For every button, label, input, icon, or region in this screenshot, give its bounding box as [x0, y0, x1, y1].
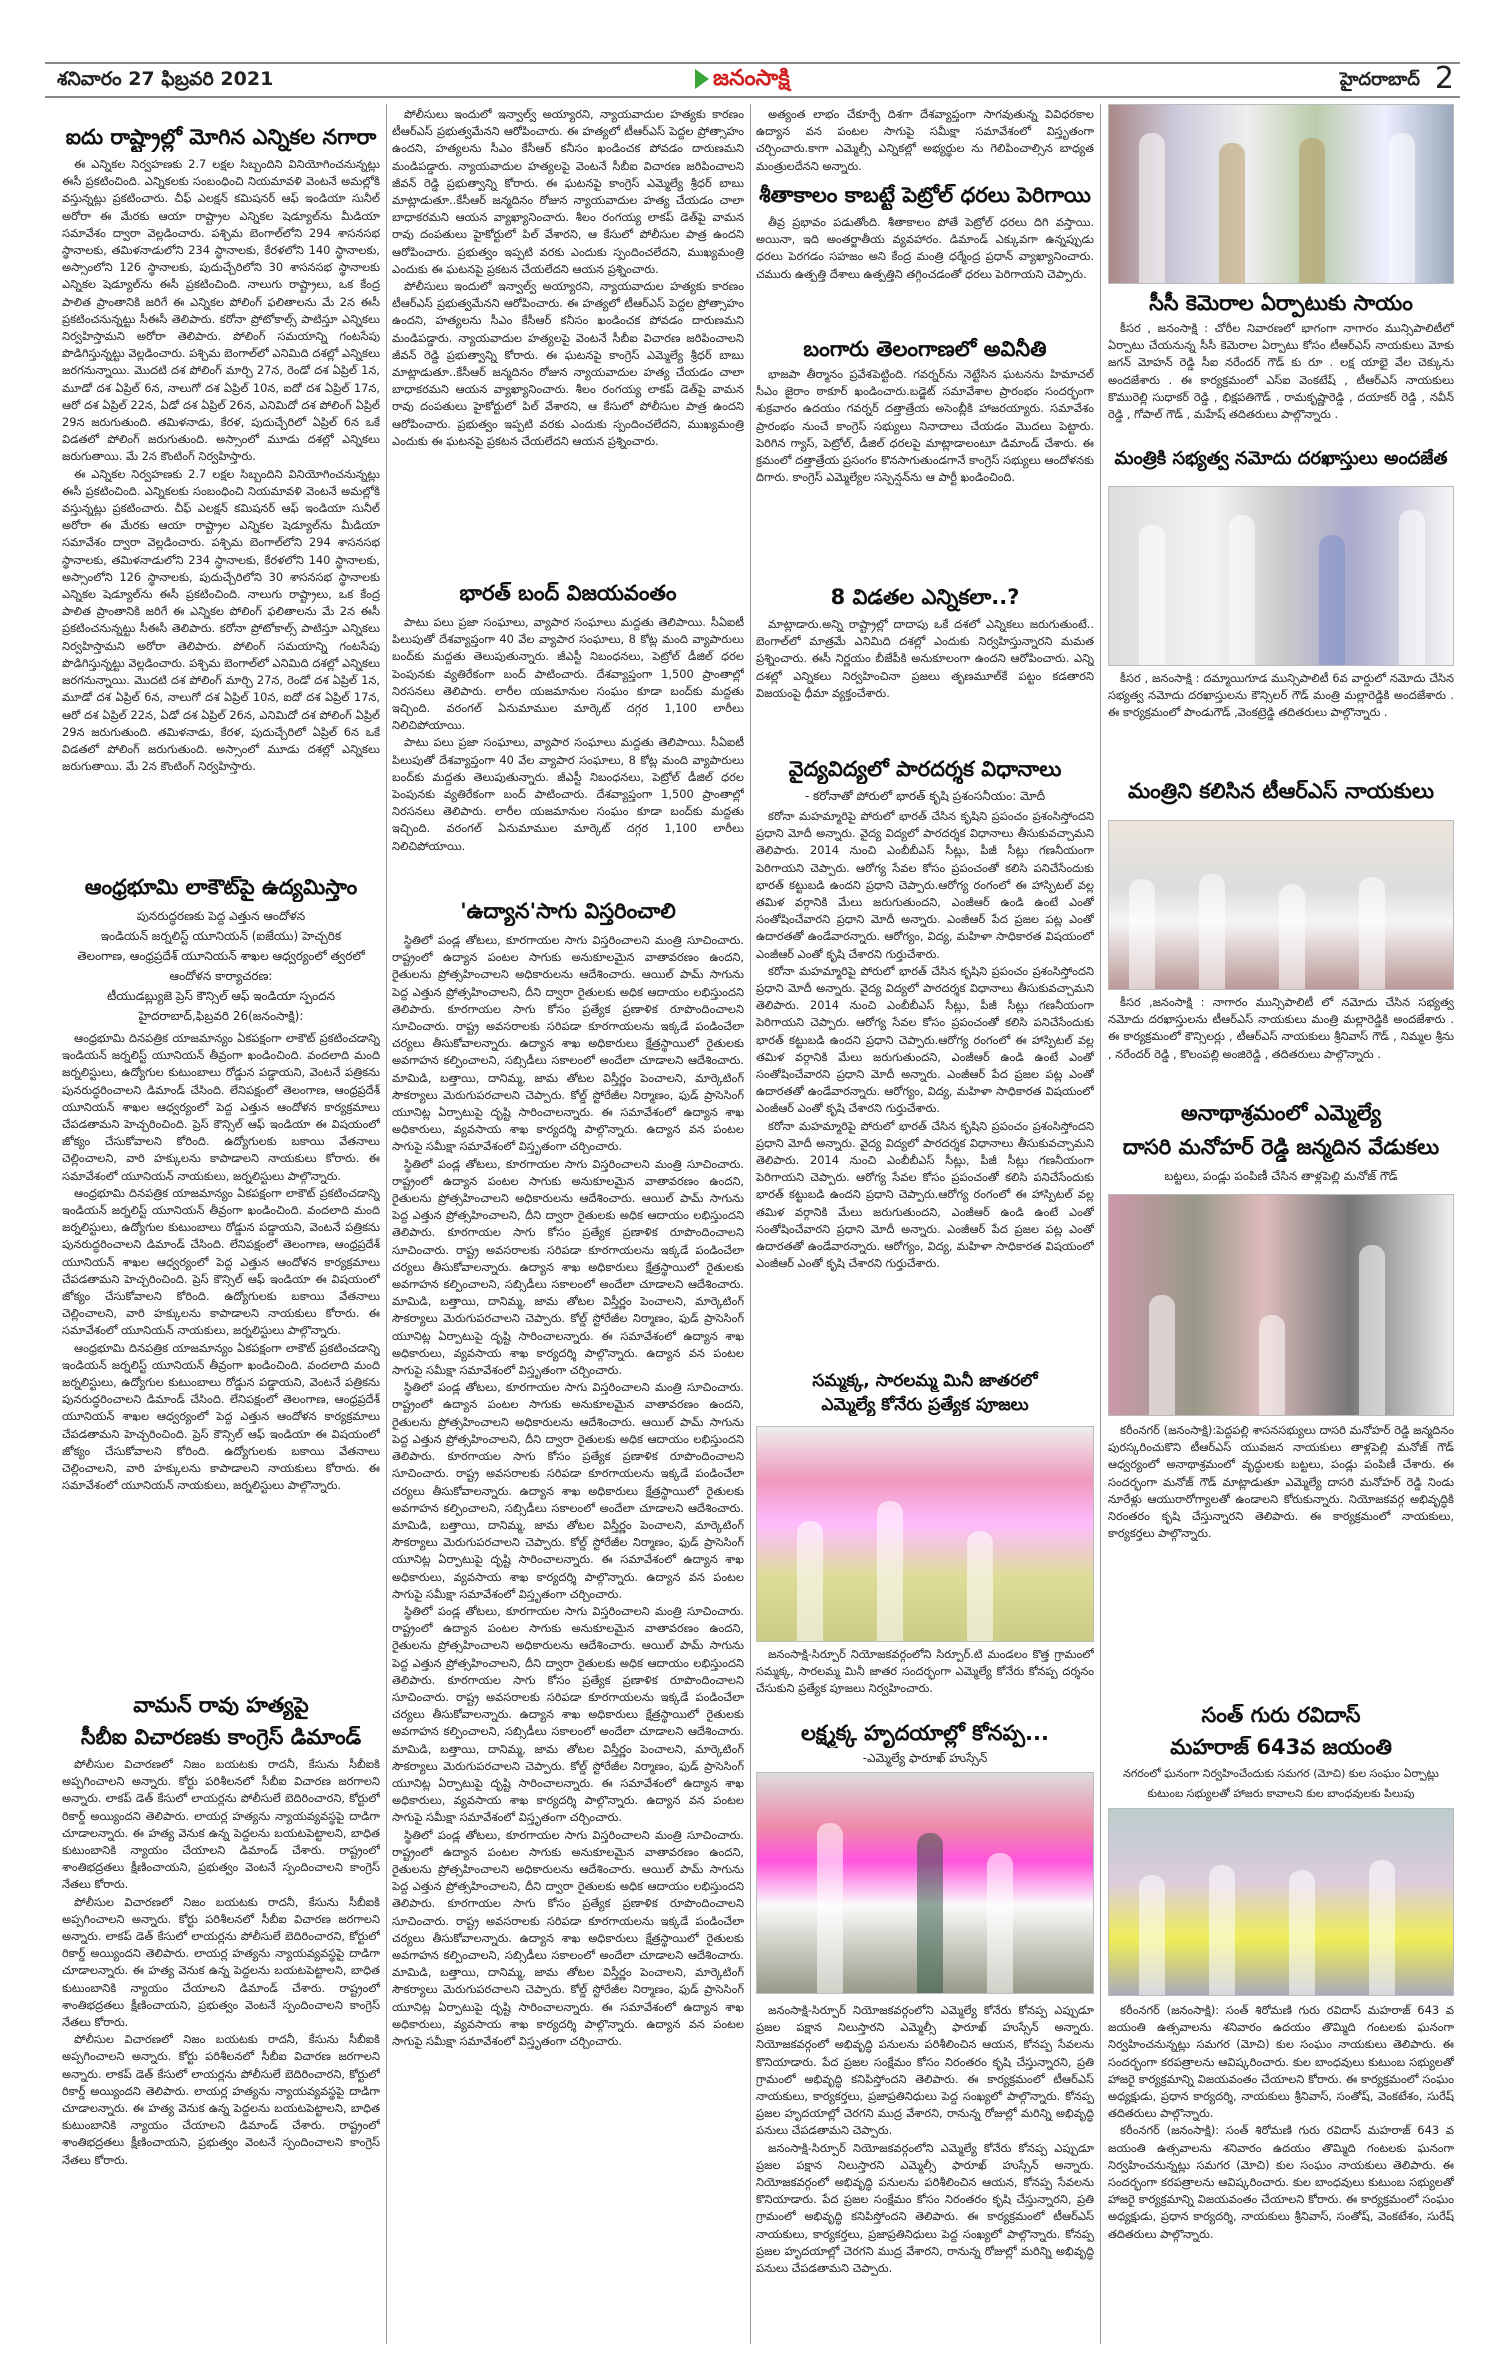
person-figure [1209, 1865, 1235, 1995]
paragraph: కరీంనగర్ (జనంసాక్షి): సంత్ శిరోమణి గురు రవిదాస్ మహరాజ్ 643 వ జయంతి ఉత్సవాలను శనివారం ఉదయం తొమ్మిది గంటలకు ఘనంగా నిర్వహించనున్నట్లు సమగర (మోచి) కుల సంఘం నాయకులు తెలిపారు. ఈ సందర్భంగా కరపత్రాలను ఆవిష్కరించారు. కుల బాంధవులు కుటుంబ సభ్యులతో హాజరై కార్యక్రమాన్ని విజయవంతం చేయాలని కోరారు. ఈ కార్యక్రమంలో సంఘం అధ్యక్షుడు, ప్రధాన కార్యదర్శి, నాయకులు శ్రీనివాస్, సంతోష్, వెంకటేశం, సురేష్ తదితరులు పాల్గొన్నారు. [1108, 2003, 1454, 2121]
person-figure [1399, 510, 1425, 665]
headline-cbi-demand: సీబీఐ విచారణకు కాంగ్రెస్ డిమాండ్ [80, 1725, 362, 1749]
headline-ravidas: సంత్ గురు రవిదాస్ [1201, 1703, 1361, 1727]
person-figure [1319, 535, 1345, 665]
article-body [756, 2002, 1094, 2344]
person-figure [1199, 874, 1225, 989]
dateline: హైదరాబాద్,ఫిబ్రవరి 26(జనంసాక్షి): [138, 1009, 304, 1023]
person-figure [1139, 1875, 1165, 1995]
headline-corruption: బంగారు తెలంగాణలో అవినీతి [803, 337, 1047, 361]
person-figure [817, 1823, 843, 1993]
article-body [392, 932, 744, 2344]
subheadline: కుటుంబ సభ్యులతో హాజరు కావాలని కుల బాంధవులకు పిలుపు [1147, 1787, 1415, 1800]
article-body [756, 214, 1094, 334]
paragraph: పాటు పలు ప్రజా సంఘాలు, వ్యాపార సంఘాలు మద్దతు తెలిపాయి. సీఏఐటీ పిలుపుతో దేశవ్యాప్తంగా 40 వేల వ్యాపార సంఘాలు, 8 కోట్ల మంది వ్యాపారులు బంద్‌కు మద్దతు తెలుపుతున్నారు. జీఎస్టీ నిబంధనలు, పెట్రోల్ డీజిల్ ధరల పెంపునకు వ్యతిరేకంగా బంద్ పాటించారు. దేశవ్యాప్తంగా 1,500 ప్రాంతాల్లో నిరసనలు తెలిపారు. లారీల యజమానుల సంఘం కూడా బంద్‌కు మద్దతు ఇచ్చింది. వరంగల్ ఏనుమాముల మార్కెట్ దగ్గర 1,100 లారీలు నిలిచిపోయాయి. [392, 735, 744, 853]
page-number: 2 [1434, 61, 1454, 96]
headline-orphanage: అనాథాశ్రమంలో ఎమ్మెల్యే [1180, 1101, 1382, 1125]
article-body [756, 366, 1094, 578]
paragraph: పోలీసులు ఇందులో ఇన్వాల్వ్ అయ్యారని, న్యాయవాదుల హత్యకు కారణం టీఆర్ఎస్ ప్రభుత్వమేనని ఆరోపించారు. ఈ హత్యలో టీఆర్ఎస్ పెద్దల ప్రోత్సాహం ఉందని, హత్యలను సీఎం కేసీఆర్ కనీసం ఖండించక పోవడం దారుణమని మండిపడ్డారు. న్యాయవాదుల హత్యలపై వెంటనే సీబీఐ విచారణ జరిపించాలని జీవన్ రెడ్డి ప్రభుత్వాన్ని కోరారు. ఈ ఘటనపై కాంగ్రెస్ ఎమ్మెల్యే శ్రీధర్ బాబు మాట్లాడుతూ..కేసీఆర్ జన్మదినం రోజున న్యాయవాదుల హత్య చేయడం చాలా బాధాకరమని ఆయన వ్యాఖ్యానించారు. శీలం రంగయ్య లాకప్ డెత్‌పై వామన రావు దంపతులు హైకోర్టులో పిల్ వేశారని, ఆ కేసులో పోలీసుల పాత్ర ఉందని ఆరోపించారు. ప్రభుత్వం ఇప్పటి వరకు ఎందుకు స్పందించలేదని, ముఖ్యమంత్రి ఎందుకు ఈ ఘటనపై ప్రకటన చేయలేదని ఆయన ప్రశ్నించారు. [392, 279, 744, 448]
paragraph: జనంసాక్షి-సిర్పూర్ నియోజకవర్గంలోని ఎమ్మెల్యే కోనేరు కోనప్ప ఎప్పుడూ ప్రజల పక్షాన నిలుస్తారని ఎమ్మెల్సీ ఫారూఖ్ హుస్సేన్ అన్నారు. నియోజకవర్గంలో అభివృద్ధి పనులను పరిశీలించిన ఆయన, కోనప్ప సేవలను కొనియాడారు. పేద ప్రజల సంక్షేమం కోసం నిరంతరం కృషి చేస్తున్నారని, ప్రతి గ్రామంలో అభివృద్ధి కనిపిస్తోందని తెలిపారు. ఈ కార్యక్రమంలో టీఆర్ఎస్ నాయకులు, కార్యకర్తలు, ప్రజాప్రతినిధులు పెద్ద సంఖ్యలో పాల్గొన్నారు. కోనప్ప ప్రజల హృదయాల్లో చెరగని ముద్ర వేశారని, రానున్న రోజుల్లో మరిన్ని అభివృద్ధి పనులు చేపడతామని చెప్పారు. [756, 2140, 1094, 2276]
paragraph: కరోనా మహమ్మారిపై పోరులో భారత్ చేసిన కృషిని ప్రపంచం ప్రశంసిస్తోందని ప్రధాని మోదీ అన్నారు. వైద్య విద్యలో పారదర్శక విధానాలు తీసుకువచ్చామని తెలిపారు. 2014 నుంచి ఎంబీబీఎస్ సీట్లు, పీజీ సీట్లు గణనీయంగా పెరిగాయని చెప్పారు. ఆరోగ్య సేవల కోసం ప్రపంచంతో కలిసి పనిచేసేందుకు భారత్ కట్టుబడి ఉందని ప్రధాని చెప్పారు.ఆరోగ్య రంగంలో ఈ హాస్పిటల్ వల్ల తమిళ వర్గానికి మేలు జరుగుతుందని, ఎంజీఆర్ ఉండి ఉంటే ఎంతో సంతోషించేవారని ప్రధాని మోదీ అన్నారు. ఎంజీఆర్ పేద ప్రజల పట్ల ఎంతో ఉదారతతో ఉండేవారన్నారు. ఆరోగ్యం, విద్య, మహిళా సాధికారత విషయంలో ఎంజీఆర్ ఎంతో కృషి చేశారని గుర్తుచేశారు. [756, 1118, 1094, 1271]
news-photo-orphanage [1108, 1194, 1454, 1416]
headline-konappa: లక్ష్మక్క హృదయాల్లో కోనప్ప... [801, 1721, 1049, 1745]
article-body [62, 156, 380, 866]
article-body [1108, 1422, 1454, 1684]
column-divider [1100, 104, 1101, 2344]
person-figure [1219, 143, 1245, 283]
news-photo-trs-leaders [1108, 820, 1454, 990]
subheadline: బట్టలు, పండ్లు పంపిణీ చేసిన తాళ్లపెల్లి మనోజ్ గౌడ్ [1164, 1169, 1398, 1183]
paragraph: పోలీసుల విచారణలో నిజం బయటకు రాదనీ, కేసును సీబీఐకి అప్పగించాలని అన్నారు. కోర్టు పరిశీలనలో సీబీఐ విచారణ జరగాలని అన్నారు. లాకప్ డెత్ కేసులో లాయర్లను పోలీసులే బెదిరించారని, కోర్టులో రికార్డ్ అయ్యిందని తెలిపారు. లాయర్ల హత్యను న్యాయవ్యవస్థపై దాడిగా చూడాలన్నారు. ఈ హత్య వెనుక ఉన్న పెద్దలను బయటపెట్టాలని, బాధిత కుటుంబానికి న్యాయం చేయాలని డిమాండ్ చేశారు. రాష్ట్రంలో శాంతిభద్రతలు క్షీణించాయని, ప్రభుత్వం వెంటనే స్పందించాలని కాంగ్రెస్ నేతలు కోరారు. [62, 1757, 380, 1892]
paragraph: కరీంనగర్ (జనంసాక్షి): సంత్ శిరోమణి గురు రవిదాస్ మహరాజ్ 643 వ జయంతి ఉత్సవాలను శనివారం ఉదయం తొమ్మిది గంటలకు ఘనంగా నిర్వహించనున్నట్లు సమగర (మోచి) కుల సంఘం నాయకులు తెలిపారు. ఈ సందర్భంగా కరపత్రాలను ఆవిష్కరించారు. కుల బాంధవులు కుటుంబ సభ్యులతో హాజరై కార్యక్రమాన్ని విజయవంతం చేయాలని కోరారు. ఈ కార్యక్రమంలో సంఘం అధ్యక్షుడు, ప్రధాన కార్యదర్శి, నాయకులు శ్రీనివాస్, సంతోష్, వెంకటేశం, సురేష్ తదితరులు పాల్గొన్నారు. [1108, 2123, 1454, 2241]
news-photo-membership [1108, 486, 1454, 666]
person-figure [1229, 515, 1255, 665]
person-figure [797, 1521, 823, 1641]
person-figure [1129, 879, 1155, 989]
paragraph: జనంసాక్షి-సిర్పూర్ నియోజకవర్గంలోని ఎమ్మెల్యే కోనేరు కోనప్ప ఎప్పుడూ ప్రజల పక్షాన నిలుస్తారని ఎమ్మెల్సీ ఫారూఖ్ హుస్సేన్ అన్నారు. నియోజకవర్గంలో అభివృద్ధి పనులను పరిశీలించిన ఆయన, కోనప్ప సేవలను కొనియాడారు. పేద ప్రజల సంక్షేమం కోసం నిరంతరం కృషి చేస్తున్నారని, ప్రతి గ్రామంలో అభివృద్ధి కనిపిస్తోందని తెలిపారు. ఈ కార్యక్రమంలో టీఆర్ఎస్ నాయకులు, కార్యకర్తలు, ప్రజాప్రతినిధులు పెద్ద సంఖ్యలో పాల్గొన్నారు. కోనప్ప ప్రజల హృదయాల్లో చెరగని ముద్ర వేశారని, రానున్న రోజుల్లో మరిన్ని అభివృద్ధి పనులు చేపడతామని చెప్పారు. [756, 2003, 1094, 2138]
article-body [756, 106, 1094, 176]
issue-date: శనివారం 27 ఫిబ్రవరి 2021 [57, 68, 274, 90]
person-figure [1259, 1315, 1285, 1415]
person-figure [877, 1501, 903, 1641]
paragraph: కీసర , జనంసాక్షి : చోరీల నివారణలో భాగంగా నాగారం మున్సిపాలిటీలో ఏర్పాటు చేయనున్న సీసీ కెమెరాల ఏర్పాటు కోసం టీఆర్ఎస్ నాయకులు మోకు జగన్ మోహన్ రెడ్డి సీఐ నరేందర్ గౌడ్ కు రూ . లక్ష యాభై వేల చెక్కును అందజేశారు . ఈ కార్యక్రమంలో ఎస్ఐ వెంకటేష్ , టీఆర్ఎస్ నాయకులు కొమురెల్లి సుధాకర్ రెడ్డి , భిక్షపతిగౌడ్ , రామకృష్ణారెడ్డి , దయాకర్ రెడ్డి , నవీన్ రెడ్డి , గోపాల్ గౌడ్ , మహేష్ తదితరులు పాల్గొన్నారు . [1108, 321, 1454, 422]
article-body [62, 1030, 380, 1682]
paragraph: పోలీసుల విచారణలో నిజం బయటకు రాదనీ, కేసును సీబీఐకి అప్పగించాలని అన్నారు. కోర్టు పరిశీలనలో సీబీఐ విచారణ జరగాలని అన్నారు. లాకప్ డెత్ కేసులో లాయర్లను పోలీసులే బెదిరించారని, కోర్టులో రికార్డ్ అయ్యిందని తెలిపారు. లాయర్ల హత్యను న్యాయవ్యవస్థపై దాడిగా చూడాలన్నారు. ఈ హత్య వెనుక ఉన్న పెద్దలను బయటపెట్టాలని, బాధిత కుటుంబానికి న్యాయం చేయాలని డిమాండ్ చేశారు. రాష్ట్రంలో శాంతిభద్రతలు క్షీణించాయని, ప్రభుత్వం వెంటనే స్పందించాలని కాంగ్రెస్ నేతలు కోరారు. [62, 2032, 380, 2167]
column-1 [62, 104, 380, 2344]
subheadline: తెలంగాణ, ఆంధ్రప్రదేశ్ యూనియన్ శాఖల ఆధ్వర్యంలో త్వరలో [77, 949, 365, 963]
person-figure [1369, 1860, 1395, 1995]
paragraph: కీసర , జనంసాక్షి : దమ్మాయిగూడ మున్సిపాలిటీ 6వ వార్డులో నమోదు చేసిన సభ్యత్వ నమోదు దరఖాస్తులను కౌన్సిలర్ గౌడ్ మంత్రి మల్లారెడ్డికి అందజేశారు . ఈ కార్యక్రమంలో పాండుగౌడ్ ,వెంకట్రెడ్డి తదితరులు పాల్గొన్నారు . [1108, 671, 1454, 720]
news-photo-ravidas [1108, 1808, 1454, 1996]
paragraph: ఆంధ్రభూమి దినపత్రిక యాజమాన్యం ఏకపక్షంగా లాకౌట్ ప్రకటించడాన్ని ఇండియన్ జర్నలిస్ట్ యూనియన్ తీవ్రంగా ఖండించింది. వందలాది మంది జర్నలిస్టులు, ఉద్యోగుల కుటుంబాలు రోడ్డున పడ్డాయని, వెంటనే పత్రికను పునరుద్ధరించాలని డిమాండ్ చేసింది. లేనిపక్షంలో తెలంగాణ, ఆంధ్రప్రదేశ్ యూనియన్ శాఖల ఆధ్వర్యంలో పెద్ద ఎత్తున ఆందోళన కార్యక్రమాలు చేపడతామని హెచ్చరించింది. ప్రెస్ కౌన్సిల్ ఆఫ్ ఇండియా ఈ విషయంలో జోక్యం చేసుకోవాలని కోరింది. ఉద్యోగులకు బకాయి వేతనాలు చెల్లించాలని, వారి హక్కులను కాపాడాలని నాయకులు కోరారు. ఈ సమావేశంలో యూనియన్ నాయకులు, జర్నలిస్టులు పాల్గొన్నారు. [62, 1340, 380, 1493]
headline-birthday: దాసరి మనోహర్ రెడ్డి జన్మదిన వేడుకలు [1122, 1135, 1440, 1159]
person-figure [1359, 877, 1385, 989]
subheadline: ఇండియన్ జర్నలిస్ట్ యూనియన్ (ఐజేయు) హెచ్చరిక [100, 929, 342, 943]
news-photo-cctv [1108, 104, 1454, 284]
article-body [1108, 320, 1454, 444]
paragraph: కరోనా మహమ్మారిపై పోరులో భారత్ చేసిన కృషిని ప్రపంచం ప్రశంసిస్తోందని ప్రధాని మోదీ అన్నారు. వైద్య విద్యలో పారదర్శక విధానాలు తీసుకువచ్చామని తెలిపారు. 2014 నుంచి ఎంబీబీఎస్ సీట్లు, పీజీ సీట్లు గణనీయంగా పెరిగాయని చెప్పారు. ఆరోగ్య సేవల కోసం ప్రపంచంతో కలిసి పనిచేసేందుకు భారత్ కట్టుబడి ఉందని ప్రధాని చెప్పారు.ఆరోగ్య రంగంలో ఈ హాస్పిటల్ వల్ల తమిళ వర్గానికి మేలు జరుగుతుందని, ఎంజీఆర్ ఉండి ఉంటే ఎంతో సంతోషించేవారని ప్రధాని మోదీ అన్నారు. ఎంజీఆర్ పేద ప్రజల పట్ల ఎంతో ఉదారతతో ఉండేవారన్నారు. ఆరోగ్యం, విద్య, మహిళా సాధికారత విషయంలో ఎంజీఆర్ ఎంతో కృషి చేశారని గుర్తుచేశారు. [756, 809, 1094, 961]
article-body [756, 808, 1094, 1364]
headline-ravidas-2: మహరాజ్ 643వ జయంతి [1170, 1735, 1392, 1759]
person-figure [967, 1531, 993, 1641]
subheadline: ఆందోళన కార్యాచరణ: [169, 969, 273, 983]
paragraph: స్థితిలో పండ్ల తోటలు, కూరగాయల సాగు విస్తరించాలని మంత్రి సూచించారు. రాష్ట్రంలో ఉద్యాన పంటల సాగుకు అనుకూలమైన వాతావరణం ఉందని, రైతులను ప్రోత్సహించాలని అధికారులను ఆదేశించారు. ఆయిల్ పామ్ సాగును పెద్ద ఎత్తున ప్రోత్సహించాలని, దీని ద్వారా రైతులకు అధిక ఆదాయం లభిస్తుందని తెలిపారు. కూరగాయల సాగు కోసం ప్రత్యేక ప్రణాళిక రూపొందించాలని సూచించారు. రాష్ట్ర అవసరాలకు సరిపడా కూరగాయలను ఇక్కడే పండించేలా చర్యలు తీసుకోవాలన్నారు. ఉద్యాన శాఖ అధికారులు క్షేత్రస్థాయిలో రైతులకు అవగాహన కల్పించాలని, సబ్సిడీలు సకాలంలో అందేలా చూడాలని ఆదేశించారు. మామిడి, బత్తాయి, దానిమ్మ, జామ తోటల విస్తీర్ణం పెంచాలని, మార్కెటింగ్ సౌకర్యాలు మెరుగుపరచాలని చెప్పారు. కోల్డ్ స్టోరేజీల నిర్మాణం, ఫుడ్ ప్రాసెసింగ్ యూనిట్ల ఏర్పాటుపై దృష్టి సారించాలన్నారు. ఈ సమావేశంలో ఉద్యాన శాఖ అధికారులు, వ్యవసాయ శాఖ కార్యదర్శి పాల్గొన్నారు. ఉద్యాన వన పంటల సాగుపై సమీక్షా సమావేశంలో విస్తృతంగా చర్చించారు. [392, 1827, 744, 2048]
logo-triangle-icon [695, 69, 709, 89]
article-body [1108, 2002, 1454, 2344]
paragraph: స్థితిలో పండ్ల తోటలు, కూరగాయల సాగు విస్తరించాలని మంత్రి సూచించారు. రాష్ట్రంలో ఉద్యాన పంటల సాగుకు అనుకూలమైన వాతావరణం ఉందని, రైతులను ప్రోత్సహించాలని అధికారులను ఆదేశించారు. ఆయిల్ పామ్ సాగును పెద్ద ఎత్తున ప్రోత్సహించాలని, దీని ద్వారా రైతులకు అధిక ఆదాయం లభిస్తుందని తెలిపారు. కూరగాయల సాగు కోసం ప్రత్యేక ప్రణాళిక రూపొందించాలని సూచించారు. రాష్ట్ర అవసరాలకు సరిపడా కూరగాయలను ఇక్కడే పండించేలా చర్యలు తీసుకోవాలన్నారు. ఉద్యాన శాఖ అధికారులు క్షేత్రస్థాయిలో రైతులకు అవగాహన కల్పించాలని, సబ్సిడీలు సకాలంలో అందేలా చూడాలని ఆదేశించారు. మామిడి, బత్తాయి, దానిమ్మ, జామ తోటల విస్తీర్ణం పెంచాలని, మార్కెటింగ్ సౌకర్యాలు మెరుగుపరచాలని చెప్పారు. కోల్డ్ స్టోరేజీల నిర్మాణం, ఫుడ్ ప్రాసెసింగ్ యూనిట్ల ఏర్పాటుపై దృష్టి సారించాలన్నారు. ఈ సమావేశంలో ఉద్యాన శాఖ అధికారులు, వ్యవసాయ శాఖ కార్యదర్శి పాల్గొన్నారు. ఉద్యాన వన పంటల సాగుపై సమీక్షా సమావేశంలో విస్తృతంగా చర్చించారు. [392, 1156, 744, 1378]
headline-elections: ఐదు రాష్ట్రాల్లో మోగిన ఎన్నికల నగారా [65, 125, 377, 149]
article-body [392, 614, 744, 890]
paragraph: కీసర ,జనంసాక్షి : నాగారం మున్సిపాలిటీ లో నమోదు చేసిన సభ్యత్వ నమోదు దరఖాస్తులను టీఆర్ఎస్ నాయకులు మంత్రి మల్లారెడ్డికి అందజేశారు . ఈ కార్యక్రమంలో కౌన్సిలర్లు , టీఆర్ఎస్ నాయకులు శ్రీనివాస్ గౌడ్ , నిమ్మల శ్రీను , నరేందర్ రెడ్డి , కొలంపల్లి అంజిరెడ్డి , తదితరులు పాల్గొన్నారు . [1108, 995, 1454, 1061]
person-figure [1139, 525, 1165, 665]
paragraph: పోలీసుల విచారణలో నిజం బయటకు రాదనీ, కేసును సీబీఐకి అప్పగించాలని అన్నారు. కోర్టు పరిశీలనలో సీబీఐ విచారణ జరగాలని అన్నారు. లాకప్ డెత్ కేసులో లాయర్లను పోలీసులే బెదిరించారని, కోర్టులో రికార్డ్ అయ్యిందని తెలిపారు. లాయర్ల హత్యను న్యాయవ్యవస్థపై దాడిగా చూడాలన్నారు. ఈ హత్య వెనుక ఉన్న పెద్దలను బయటపెట్టాలని, బాధిత కుటుంబానికి న్యాయం చేయాలని డిమాండ్ చేశారు. రాష్ట్రంలో శాంతిభద్రతలు క్షీణించాయని, ప్రభుత్వం వెంటనే స్పందించాలని కాంగ్రెస్ నేతలు కోరారు. [62, 1894, 380, 2030]
paragraph: పాటు పలు ప్రజా సంఘాలు, వ్యాపార సంఘాలు మద్దతు తెలిపాయి. సీఏఐటీ పిలుపుతో దేశవ్యాప్తంగా 40 వేల వ్యాపార సంఘాలు, 8 కోట్ల మంది వ్యాపారులు బంద్‌కు మద్దతు తెలుపుతున్నారు. జీఎస్టీ నిబంధనలు, పెట్రోల్ డీజిల్ ధరల పెంపునకు వ్యతిరేకంగా బంద్ పాటించారు. దేశవ్యాప్తంగా 1,500 ప్రాంతాల్లో నిరసనలు తెలిపారు. లారీల యజమానుల సంఘం కూడా బంద్‌కు మద్దతు ఇచ్చింది. వరంగల్ ఏనుమాముల మార్కెట్ దగ్గర 1,100 లారీలు నిలిచిపోయాయి. [392, 615, 744, 733]
caption-text: జనంసాక్షి-సిర్పూర్ నియోజకవర్గంలోని సిర్పూర్.టి మండలం కొత్త గ్రామంలో సమ్మక్క, సారలమ్మ మినీ జాతర సందర్భంగా ఎమ్మెల్యే కోనేరు కోనప్ప దర్శనం చేసుకుని ప్రత్యేక పూజలు నిర్వహించారు. [756, 1647, 1094, 1696]
article-body [392, 106, 744, 568]
paragraph: ఈ ఎన్నికల నిర్వహణకు 2.7 లక్షల సిబ్బందిని వినియోగించనున్నట్లు ఈసీ ప్రకటించింది. ఎన్నికలకు సంబంధించి నియమావళి వెంటనే అమల్లోకి వస్తున్నట్లు ప్రకటించారు. చీఫ్ ఎలక్షన్ కమిషనర్ ఆఫ్ ఇండియా సునీల్ అరోరా ఈ మేరకు ఆయా రాష్ట్రాల ఎన్నికల షెడ్యూల్‌ను మీడియా సమావేశం ద్వారా వెల్లడించారు. పశ్చిమ బెంగాల్‌లోని 294 శాసనసభ స్థానాలకు, తమిళనాడులోని 234 స్థానాలకు, కేరళలోని 140 స్థానాలకు, అస్సాంలోని 126 స్థానాలకు, పుదుచ్చేరిలోని 30 శాసనసభ స్థానాలకు ఎన్నికల షెడ్యూల్‌ను ఈసీ ప్రకటించింది. నాలుగు రాష్ట్రాలు, ఒక కేంద్ర పాలిత ప్రాంతానికి జరిగే ఈ ఎన్నికల పోలింగ్ ఫలితాలను మే 2న ఈసీ ప్రకటించనున్నట్టు సీఈసీ తెలిపారు. కరోనా ప్రోటోకాల్స్ పాటిస్తూ ఎన్నికలు నిర్వహిస్తామని అరోరా తెలిపారు. పోలింగ్ సమయాన్ని గంటసేపు పొడిగిస్తున్నట్టు వెల్లడించారు. పశ్చిమ బెంగాల్‌లో ఎనిమిది దశల్లో ఎన్నికలు జరగనున్నాయి. మొదటి దశ పోలింగ్ మార్చి 27న, రెండో దశ ఏప్రిల్ 1న, మూడో దశ ఏప్రిల్ 6న, నాలుగో దశ ఏప్రిల్ 10న, ఐదో దశ ఏప్రిల్ 17న, ఆరో దశ ఏప్రిల్ 22న, ఏడో దశ ఏప్రిల్ 26న, ఎనిమిదో దశ పోలింగ్ ఏప్రిల్ 29న జరుగుతుంది. తమిళనాడు, కేరళ, పుదుచ్చేరిలో ఏప్రిల్ 6న ఒకే విడతలో పోలింగ్ జరుగుతుంది. అస్సాంలో మూడు దశల్లో ఎన్నికలు జరుగుతాయి. మే 2న కౌంటింగ్ నిర్వహిస్తారు. [62, 157, 380, 464]
paragraph: స్థితిలో పండ్ల తోటలు, కూరగాయల సాగు విస్తరించాలని మంత్రి సూచించారు. రాష్ట్రంలో ఉద్యాన పంటల సాగుకు అనుకూలమైన వాతావరణం ఉందని, రైతులను ప్రోత్సహించాలని అధికారులను ఆదేశించారు. ఆయిల్ పామ్ సాగును పెద్ద ఎత్తున ప్రోత్సహించాలని, దీని ద్వారా రైతులకు అధిక ఆదాయం లభిస్తుందని తెలిపారు. కూరగాయల సాగు కోసం ప్రత్యేక ప్రణాళిక రూపొందించాలని సూచించారు. రాష్ట్ర అవసరాలకు సరిపడా కూరగాయలను ఇక్కడే పండించేలా చర్యలు తీసుకోవాలన్నారు. ఉద్యాన శాఖ అధికారులు క్షేత్రస్థాయిలో రైతులకు అవగాహన కల్పించాలని, సబ్సిడీలు సకాలంలో అందేలా చూడాలని ఆదేశించారు. మామిడి, బత్తాయి, దానిమ్మ, జామ తోటల విస్తీర్ణం పెంచాలని, మార్కెటింగ్ సౌకర్యాలు మెరుగుపరచాలని చెప్పారు. కోల్డ్ స్టోరేజీల నిర్మాణం, ఫుడ్ ప్రాసెసింగ్ యూనిట్ల ఏర్పాటుపై దృష్టి సారించాలన్నారు. ఈ సమావేశంలో ఉద్యాన శాఖ అధికారులు, వ్యవసాయ శాఖ కార్యదర్శి పాల్గొన్నారు. ఉద్యాన వన పంటల సాగుపై సమీక్షా సమావేశంలో విస్తృతంగా చర్చించారు. [392, 1380, 744, 1601]
person-figure [987, 1853, 1013, 1993]
headline-medical-education: వైద్యవిద్యలో పారదర్శక విధానాలు [788, 757, 1062, 781]
person-figure [1359, 1245, 1385, 1415]
headline-cctv: సీసీ కెమెరాల ఏర్పాటుకు సాయం [1149, 291, 1413, 315]
article-body [756, 616, 1094, 752]
logo-text: జనంసాక్షి [713, 66, 790, 91]
paragraph: ఆంధ్రభూమి దినపత్రిక యాజమాన్యం ఏకపక్షంగా లాకౌట్ ప్రకటించడాన్ని ఇండియన్ జర్నలిస్ట్ యూనియన్ తీవ్రంగా ఖండించింది. వందలాది మంది జర్నలిస్టులు, ఉద్యోగుల కుటుంబాలు రోడ్డున పడ్డాయని, వెంటనే పత్రికను పునరుద్ధరించాలని డిమాండ్ చేసింది. లేనిపక్షంలో తెలంగాణ, ఆంధ్రప్రదేశ్ యూనియన్ శాఖల ఆధ్వర్యంలో పెద్ద ఎత్తున ఆందోళన కార్యక్రమాలు చేపడతామని హెచ్చరించింది. ప్రెస్ కౌన్సిల్ ఆఫ్ ఇండియా ఈ విషయంలో జోక్యం చేసుకోవాలని కోరింది. ఉద్యోగులకు బకాయి వేతనాలు చెల్లించాలని, వారి హక్కులను కాపాడాలని నాయకులు కోరారు. ఈ సమావేశంలో యూనియన్ నాయకులు, జర్నలిస్టులు పాల్గొన్నారు. [62, 1185, 380, 1338]
headline-sammakka: సమ్మక్క, సారలమ్మ మినీ జాతరలో [812, 1371, 1038, 1391]
person-figure [1149, 1295, 1175, 1415]
headline-membership: మంత్రికి సభ్యత్వ నమోదు దరఖాస్తులు అందజేత [1114, 448, 1448, 469]
headline-andhrabhoomi: ఆంధ్రభూమి లాకౌట్‌పై ఉద్యమిస్తాం [84, 875, 358, 899]
photo-caption [756, 1646, 1094, 1716]
paragraph: ఆంధ్రభూమి దినపత్రిక యాజమాన్యం ఏకపక్షంగా లాకౌట్ ప్రకటించడాన్ని ఇండియన్ జర్నలిస్ట్ యూనియన్ తీవ్రంగా ఖండించింది. వందలాది మంది జర్నలిస్టులు, ఉద్యోగుల కుటుంబాలు రోడ్డున పడ్డాయని, వెంటనే పత్రికను పునరుద్ధరించాలని డిమాండ్ చేసింది. లేనిపక్షంలో తెలంగాణ, ఆంధ్రప్రదేశ్ యూనియన్ శాఖల ఆధ్వర్యంలో పెద్ద ఎత్తున ఆందోళన కార్యక్రమాలు చేపడతామని హెచ్చరించింది. ప్రెస్ కౌన్సిల్ ఆఫ్ ఇండియా ఈ విషయంలో జోక్యం చేసుకోవాలని కోరింది. ఉద్యోగులకు బకాయి వేతనాలు చెల్లించాలని, వారి హక్కులను కాపాడాలని నాయకులు కోరారు. ఈ సమావేశంలో యూనియన్ నాయకులు, జర్నలిస్టులు పాల్గొన్నారు. [62, 1031, 380, 1183]
paragraph: అత్యంత లాభం చేకూర్చే దిశగా దేశవ్యాప్తంగా సాగవుతున్న వివిధరకాల ఉద్యాన వన పంటల సాగుపై సమీక్షా సమావేశంలో విస్తృతంగా చర్చించారు.కాగా ఎమ్మెల్సీ ఎన్నికల్లో అభ్యర్థుల ను గెలిపించాల్సిన బాధ్యత మంత్రులదేనని అన్నారు. [756, 107, 1094, 173]
column-3 [756, 104, 1094, 2344]
paragraph: కరోనా మహమ్మారిపై పోరులో భారత్ చేసిన కృషిని ప్రపంచం ప్రశంసిస్తోందని ప్రధాని మోదీ అన్నారు. వైద్య విద్యలో పారదర్శక విధానాలు తీసుకువచ్చామని తెలిపారు. 2014 నుంచి ఎంబీబీఎస్ సీట్లు, పీజీ సీట్లు గణనీయంగా పెరిగాయని చెప్పారు. ఆరోగ్య సేవల కోసం ప్రపంచంతో కలిసి పనిచేసేందుకు భారత్ కట్టుబడి ఉందని ప్రధాని చెప్పారు.ఆరోగ్య రంగంలో ఈ హాస్పిటల్ వల్ల తమిళ వర్గానికి మేలు జరుగుతుందని, ఎంజీఆర్ ఉండి ఉంటే ఎంతో సంతోషించేవారని ప్రధాని మోదీ అన్నారు. ఎంజీఆర్ పేద ప్రజల పట్ల ఎంతో ఉదారతతో ఉండేవారన్నారు. ఆరోగ్యం, విద్య, మహిళా సాధికారత విషయంలో ఎంజీఆర్ ఎంతో కృషి చేశారని గుర్తుచేశారు. [756, 963, 1094, 1116]
headline-vamanrao: వామన్ రావు హత్యపై [133, 1693, 309, 1717]
headline-bharat-bandh: భారత్ బంద్ విజయవంతం [459, 581, 677, 605]
headline-petrol-prices: శీతాకాలం కాబట్టే పెట్రోల్ ధరలు పెరిగాయి [759, 183, 1091, 207]
column-2 [392, 104, 744, 2344]
person-figure [917, 1833, 943, 1993]
news-photo-jatara [756, 1426, 1094, 1642]
person-figure [1389, 133, 1415, 283]
subheadline: టీయుడబ్ల్యుజె ప్రెస్ కౌన్సిల్ ఆఫ్ ఇండియా స్పందన [106, 989, 336, 1003]
paragraph: మాట్లాడారు.అన్ని రాష్ట్రాల్లో దాదాపు ఒకే దశలో ఎన్నికలు జరుగుతుంటే.. బెంగాల్‌లో మాత్రమే ఎనిమిది దశల్లో ఎందుకు నిర్వహిస్తున్నారని మమత ప్రశ్నించారు. ఈసీ నిర్ణయం బీజేపీకి అనుకూలంగా ఉందని ఆరోపించారు. ఎన్ని దశల్లో ఎన్నికలు నిర్వహించినా ప్రజలు తృణమూల్‌కే పట్టం కడతారని విజయంపై ధీమా వ్యక్తంచేశారు. [756, 617, 1094, 700]
subheadline: పునరుద్ధరణకు పెద్ద ఎత్తున ఆందోళన [136, 909, 306, 923]
headline-8-phases: 8 విడతల ఎన్నికలా..? [830, 585, 1020, 609]
paragraph: స్థితిలో పండ్ల తోటలు, కూరగాయల సాగు విస్తరించాలని మంత్రి సూచించారు. రాష్ట్రంలో ఉద్యాన పంటల సాగుకు అనుకూలమైన వాతావరణం ఉందని, రైతులను ప్రోత్సహించాలని అధికారులను ఆదేశించారు. ఆయిల్ పామ్ సాగును పెద్ద ఎత్తున ప్రోత్సహించాలని, దీని ద్వారా రైతులకు అధిక ఆదాయం లభిస్తుందని తెలిపారు. కూరగాయల సాగు కోసం ప్రత్యేక ప్రణాళిక రూపొందించాలని సూచించారు. రాష్ట్ర అవసరాలకు సరిపడా కూరగాయలను ఇక్కడే పండించేలా చర్యలు తీసుకోవాలన్నారు. ఉద్యాన శాఖ అధికారులు క్షేత్రస్థాయిలో రైతులకు అవగాహన కల్పించాలని, సబ్సిడీలు సకాలంలో అందేలా చూడాలని ఆదేశించారు. మామిడి, బత్తాయి, దానిమ్మ, జామ తోటల విస్తీర్ణం పెంచాలని, మార్కెటింగ్ సౌకర్యాలు మెరుగుపరచాలని చెప్పారు. కోల్డ్ స్టోరేజీల నిర్మాణం, ఫుడ్ ప్రాసెసింగ్ యూనిట్ల ఏర్పాటుపై దృష్టి సారించాలన్నారు. ఈ సమావేశంలో ఉద్యాన శాఖ అధికారులు, వ్యవసాయ శాఖ కార్యదర్శి పాల్గొన్నారు. ఉద్యాన వన పంటల సాగుపై సమీక్షా సమావేశంలో విస్తృతంగా చర్చించారు. [392, 1603, 744, 1825]
headline-horticulture: 'ఉద్యాన'సాగు విస్తరించాలి [460, 899, 676, 923]
article-body [1108, 994, 1454, 1098]
paragraph: పోలీసులు ఇందులో ఇన్వాల్వ్ అయ్యారని, న్యాయవాదుల హత్యకు కారణం టీఆర్ఎస్ ప్రభుత్వమేనని ఆరోపించారు. ఈ హత్యలో టీఆర్ఎస్ పెద్దల ప్రోత్సాహం ఉందని, హత్యలను సీఎం కేసీఆర్ కనీసం ఖండించక పోవడం దారుణమని మండిపడ్డారు. న్యాయవాదుల హత్యలపై వెంటనే సీబీఐ విచారణ జరిపించాలని జీవన్ రెడ్డి ప్రభుత్వాన్ని కోరారు. ఈ ఘటనపై కాంగ్రెస్ ఎమ్మెల్యే శ్రీధర్ బాబు మాట్లాడుతూ..కేసీఆర్ జన్మదినం రోజున న్యాయవాదుల హత్య చేయడం చాలా బాధాకరమని ఆయన వ్యాఖ్యానించారు. శీలం రంగయ్య లాకప్ డెత్‌పై వామన రావు దంపతులు హైకోర్టులో పిల్ వేశారని, ఆ కేసులో పోలీసుల పాత్ర ఉందని ఆరోపించారు. ప్రభుత్వం ఇప్పటి వరకు ఎందుకు స్పందించలేదని, ముఖ్యమంత్రి ఎందుకు ఈ ఘటనపై ప్రకటన చేయలేదని ఆయన ప్రశ్నించారు. [392, 107, 744, 276]
person-figure [1299, 138, 1325, 283]
subheadline: -ఎమ్మెల్యే ఫారూఖ్ హుస్సేన్ [862, 1751, 988, 1765]
headline-trs-leaders: మంత్రిని కలిసిన టీఆర్ఎస్ నాయకులు [1127, 779, 1435, 803]
column-4 [1108, 104, 1454, 2344]
subheadline: - కరోనాతో పోరులో భారత్ కృషి ప్రశంసనీయం: మోదీ [804, 789, 1046, 803]
edition-city: హైదరాబాద్ [1339, 69, 1420, 90]
article-body [1108, 670, 1454, 774]
paragraph: భాజపా తీర్మానం ప్రవేశపెట్టింది. గవర్నర్‌ను నెట్టేసిన ఘటనను హిమాచల్ సీఎం జైరాం ఠాకూర్ ఖండించారు.బడ్జెట్ సమావేశాల ప్రారంభం సందర్భంగా శుక్రవారం ఉదయం గవర్నర్ దత్తాత్రేయ అసెంబ్లీకి హాజరయ్యారు. సమావేశం ప్రారంభం నుంచే కాంగ్రెస్ సభ్యులు నినాదాలు చేయడం మొదలు పెట్టారు. పెరిగిన గ్యాస్, పెట్రోల్, డీజిల్ ధరలపై మాట్లాడాలంటూ డిమాండ్ చేశారు. ఈ క్రమంలో దత్తాత్రేయ ప్రసంగం కొనసాగుతుండగానే కాంగ్రెస్ సభ్యులు ఆందోళనకు దిగారు. కాంగ్రెస్ ఎమ్మెల్యేల సస్పెన్షన్‌ను ఆ పార్టీ ఖండించింది. [756, 367, 1094, 485]
newspaper-logo [695, 66, 790, 96]
person-figure [1289, 1870, 1315, 1995]
article-body [62, 1756, 380, 2344]
column-divider [750, 104, 751, 2344]
news-photo-konappa [756, 1772, 1094, 1994]
paragraph: ఈ ఎన్నికల నిర్వహణకు 2.7 లక్షల సిబ్బందిని వినియోగించనున్నట్లు ఈసీ ప్రకటించింది. ఎన్నికలకు సంబంధించి నియమావళి వెంటనే అమల్లోకి వస్తున్నట్లు ప్రకటించారు. చీఫ్ ఎలక్షన్ కమిషనర్ ఆఫ్ ఇండియా సునీల్ అరోరా ఈ మేరకు ఆయా రాష్ట్రాల ఎన్నికల షెడ్యూల్‌ను మీడియా సమావేశం ద్వారా వెల్లడించారు. పశ్చిమ బెంగాల్‌లోని 294 శాసనసభ స్థానాలకు, తమిళనాడులోని 234 స్థానాలకు, కేరళలోని 140 స్థానాలకు, అస్సాంలోని 126 స్థానాలకు, పుదుచ్చేరిలోని 30 శాసనసభ స్థానాలకు ఎన్నికల షెడ్యూల్‌ను ఈసీ ప్రకటించింది. నాలుగు రాష్ట్రాలు, ఒక కేంద్ర పాలిత ప్రాంతానికి జరిగే ఈ ఎన్నికల పోలింగ్ ఫలితాలను మే 2న ఈసీ ప్రకటించనున్నట్టు సీఈసీ తెలిపారు. కరోనా ప్రోటోకాల్స్ పాటిస్తూ ఎన్నికలు నిర్వహిస్తామని అరోరా తెలిపారు. పోలింగ్ సమయాన్ని గంటసేపు పొడిగిస్తున్నట్టు వెల్లడించారు. పశ్చిమ బెంగాల్‌లో ఎనిమిది దశల్లో ఎన్నికలు జరగనున్నాయి. మొదటి దశ పోలింగ్ మార్చి 27న, రెండో దశ ఏప్రిల్ 1న, మూడో దశ ఏప్రిల్ 6న, నాలుగో దశ ఏప్రిల్ 10న, ఐదో దశ ఏప్రిల్ 17న, ఆరో దశ ఏప్రిల్ 22న, ఏడో దశ ఏప్రిల్ 26న, ఎనిమిదో దశ పోలింగ్ ఏప్రిల్ 29న జరుగుతుంది. తమిళనాడు, కేరళ, పుదుచ్చేరిలో ఏప్రిల్ 6న ఒకే విడతలో పోలింగ్ జరుగుతుంది. అస్సాంలో మూడు దశల్లో ఎన్నికలు జరుగుతాయి. మే 2న కౌంటింగ్ నిర్వహిస్తారు. [62, 466, 380, 774]
person-figure [1139, 133, 1165, 283]
person-figure [1279, 884, 1305, 989]
headline-sammakka-2: ఎమ్మెల్యే కోనేరు ప్రత్యేక పూజలు [821, 1395, 1029, 1415]
subheadline: నగరంలో ఘనంగా నిర్వహించేందుకు సమగర (మోచి) కుల సంఘం ఏర్పాట్లు [1123, 1767, 1439, 1780]
column-divider [386, 104, 387, 2344]
page-header [45, 62, 1460, 98]
paragraph: స్థితిలో పండ్ల తోటలు, కూరగాయల సాగు విస్తరించాలని మంత్రి సూచించారు. రాష్ట్రంలో ఉద్యాన పంటల సాగుకు అనుకూలమైన వాతావరణం ఉందని, రైతులను ప్రోత్సహించాలని అధికారులను ఆదేశించారు. ఆయిల్ పామ్ సాగును పెద్ద ఎత్తున ప్రోత్సహించాలని, దీని ద్వారా రైతులకు అధిక ఆదాయం లభిస్తుందని తెలిపారు. కూరగాయల సాగు కోసం ప్రత్యేక ప్రణాళిక రూపొందించాలని సూచించారు. రాష్ట్ర అవసరాలకు సరిపడా కూరగాయలను ఇక్కడే పండించేలా చర్యలు తీసుకోవాలన్నారు. ఉద్యాన శాఖ అధికారులు క్షేత్రస్థాయిలో రైతులకు అవగాహన కల్పించాలని, సబ్సిడీలు సకాలంలో అందేలా చూడాలని ఆదేశించారు. మామిడి, బత్తాయి, దానిమ్మ, జామ తోటల విస్తీర్ణం పెంచాలని, మార్కెటింగ్ సౌకర్యాలు మెరుగుపరచాలని చెప్పారు. కోల్డ్ స్టోరేజీల నిర్మాణం, ఫుడ్ ప్రాసెసింగ్ యూనిట్ల ఏర్పాటుపై దృష్టి సారించాలన్నారు. ఈ సమావేశంలో ఉద్యాన శాఖ అధికారులు, వ్యవసాయ శాఖ కార్యదర్శి పాల్గొన్నారు. ఉద్యాన వన పంటల సాగుపై సమీక్షా సమావేశంలో విస్తృతంగా చర్చించారు. [392, 933, 744, 1154]
paragraph: కరీంనగర్ (జనంసాక్షి):పెద్దపల్లి శాసనసభ్యులు దాసరి మనోహర్ రెడ్డి జన్మదినం పురస్కరించుకొని టీఆర్ఎస్ యువజన నాయకులు తాళ్లపెల్లి మనోజ్ గౌడ్ ఆధ్వర్యంలో అనాథాశ్రమంలో వృద్ధులకు బట్టలు, పండ్లు పంపిణీ చేశారు. ఈ సందర్భంగా మనోజ్ గౌడ్ మాట్లాడుతూ ఎమ్మెల్యే దాసరి మనోహర్ రెడ్డి నిండు నూరేళ్లు ఆయురారోగ్యాలతో ఉండాలని కోరుకున్నారు. నియోజకవర్గ అభివృద్ధికి నిరంతరం కృషి చేస్తున్నారని తెలిపారు. ఈ కార్యక్రమంలో నాయకులు, కార్యకర్తలు పాల్గొన్నారు. [1108, 1423, 1454, 1541]
paragraph: తీవ్ర ప్రభావం పడుతోంది. శీతాకాలం పోతే పెట్రోల్ ధరలు దిగి వస్తాయి. అయినా, ఇది అంతర్జాతీయ వ్యవహారం. డిమాండ్ ఎక్కువగా ఉన్నప్పుడు ధరలు పెరగడం సహజం అని కేంద్ర మంత్రి ధర్మేంద్ర ప్రధాన్ వ్యాఖ్యానించారు. చమురు ఉత్పత్తి దేశాలు ఉత్పత్తిని తగ్గించడంతో ధరలు పెరిగాయని చెప్పారు. [756, 215, 1094, 281]
